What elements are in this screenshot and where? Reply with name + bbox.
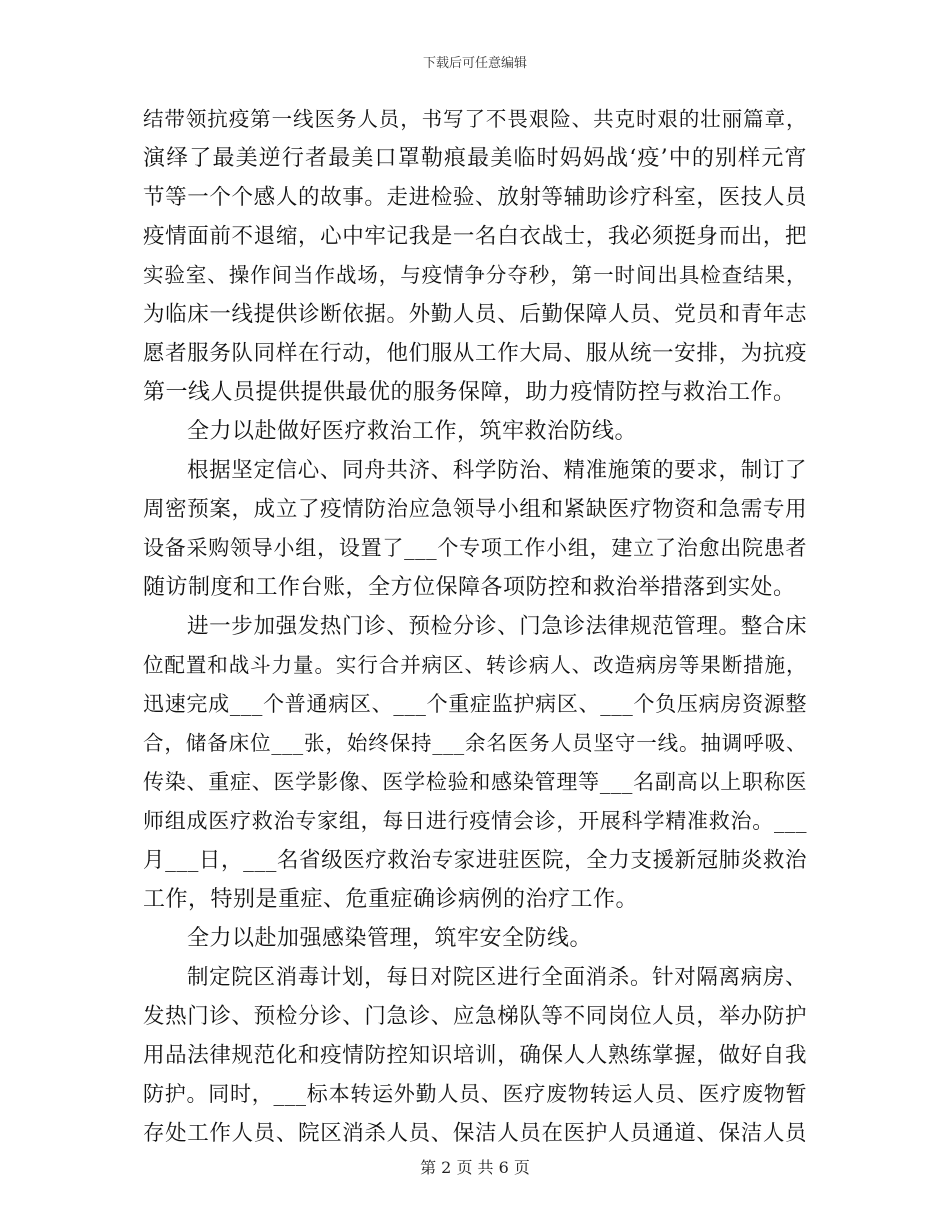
text-line: 迅速完成___个普通病区、___个重症监护病区、___个负压病房资源整 [143,692,807,716]
page-header: 下载后可任意编辑 [422,56,527,71]
text-line: 合，储备床位___张，始终保持___余名医务人员坚守一线。抽调呼吸、 [143,731,807,755]
text-line: 第一线人员提供提供最优的服务保障，助力疫情防控与救治工作。 [143,380,796,405]
text-line: 疫情面前不退缩，心中牢记我是一名白衣战士，我必须挺身而出，把 [143,224,807,249]
page-footer: 第 2 页 共 6 页 [420,1158,530,1177]
text-line: 制定院区消毒计划，每日对院区进行全面消杀。针对隔离病房、 [187,965,807,990]
text-line: 存处工作人员、院区消杀人员、保洁人员在医护人员通道、保洁人员 [143,1121,807,1146]
text-line: 实验室、操作间当作战场，与疫情争分夺秒，第一时间出具检查结果， [143,263,807,287]
text-line: 传染、重症、医学影像、医学检验和感染管理等___名副高以上职称医 [143,770,807,794]
text-line: 工作，特别是重症、危重症确诊病例的治疗工作。 [143,887,639,912]
text-line: 师组成医疗救治专家组，每日进行疫情会诊，开展科学精准救治。___ [143,809,807,833]
text-line: 防护。同时，___标本转运外勤人员、医疗废物转运人员、医疗废物暂 [143,1082,807,1106]
text-line: 设备采购领导小组，设置了___个专项工作小组，建立了治愈出院患者 [143,536,807,560]
text-line: 结带领抗疫第一线医务人员，书写了不畏艰险、共克时艰的壮丽篇章， [143,107,807,131]
document-body [143,100,807,1153]
text-line: 为临床一线提供诊断依据。外勤人员、后勤保障人员、党员和青年志 [143,302,807,327]
text-line: 演绎了最美逆行者最美口罩勒痕最美临时妈妈战‘疫’中的别样元宵 [143,146,807,171]
text-line: 用品法律规范化和疫情防控知识培训，确保人人熟练掌握，做好自我 [143,1043,807,1068]
text-line: 愿者服务队同样在行动，他们服从工作大局、服从统一安排，为抗疫 [143,341,807,366]
text-line: 月___日，___名省级医疗救治专家进驻医院，全力支援新冠肺炎救治 [143,848,807,873]
text-line: 进一步加强发热门诊、预检分诊、门急诊法律规范管理。整合床 [187,614,807,639]
text-line: 位配置和战斗力量。实行合并病区、转诊病人、改造病房等果断措施， [143,653,807,677]
text-line: 全力以赴做好医疗救治工作，筑牢救治防线。 [187,419,638,444]
text-line: 全力以赴加强感染管理，筑牢安全防线。 [187,926,593,951]
text-line: 周密预案，成立了疫情防治应急领导小组和紧缺医疗物资和急需专用 [143,497,807,522]
text-line: 根据坚定信心、同舟共济、科学防治、精准施策的要求，制订了 [187,458,807,483]
text-line: 随访制度和工作台账，全方位保障各项防控和救治举措落到实处。 [143,575,796,600]
text-line: 节等一个个感人的故事。走进检验、放射等辅助诊疗科室，医技人员 [143,185,807,210]
text-line: 发热门诊、预检分诊、门急诊、应急梯队等不同岗位人员，举办防护 [143,1004,807,1029]
